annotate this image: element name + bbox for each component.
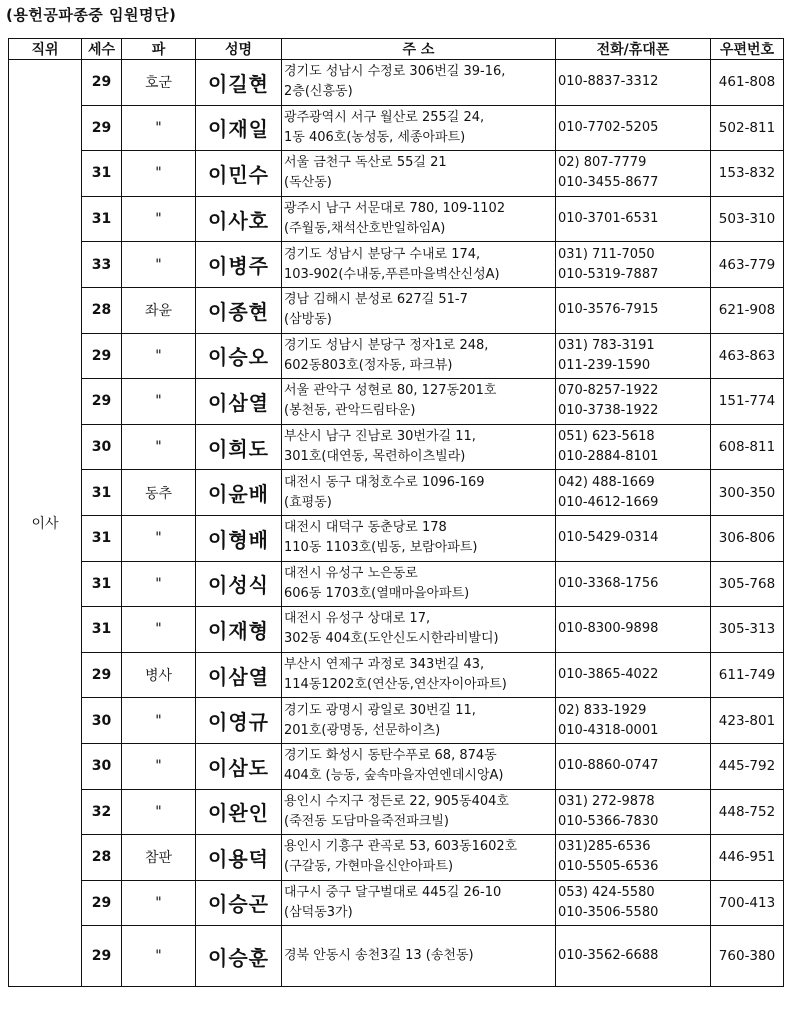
- zip-cell: 760-380: [711, 926, 784, 987]
- zip-cell: 153-832: [711, 151, 784, 197]
- address-line: 201호(광명동, 선문하이츠): [284, 722, 441, 738]
- header-branch: 파: [122, 39, 196, 60]
- branch-cell: 병사: [122, 652, 196, 698]
- address-line: (독산동): [284, 175, 332, 191]
- roster-body: [9, 60, 784, 987]
- branch-cell: ": [122, 196, 196, 242]
- generation-cell: 33: [82, 242, 122, 288]
- name-cell: 이영규: [196, 698, 282, 744]
- phone-cell: [556, 196, 711, 242]
- generation-cell: 29: [82, 926, 122, 987]
- phone-cell: [556, 698, 711, 744]
- table-row: [9, 607, 784, 653]
- generation-cell: 31: [82, 470, 122, 516]
- address-cell: [282, 333, 556, 379]
- address-line: 용인시 수지구 정든로 22, 905동404호: [284, 793, 509, 809]
- table-row: [9, 652, 784, 698]
- zip-cell: 608-811: [711, 424, 784, 470]
- zip-cell: 448-752: [711, 789, 784, 835]
- address-line: 302동 404호(도안신도시한라비발디): [284, 631, 499, 647]
- phone-line: 02) 833-1929: [558, 702, 647, 718]
- address-cell: [282, 196, 556, 242]
- address-line: (삼덕동3가): [284, 904, 353, 920]
- table-row: [9, 743, 784, 789]
- table-row: [9, 515, 784, 561]
- phone-cell: [556, 835, 711, 881]
- address-line: 1동 406호(농성동, 세종아파트): [284, 129, 466, 145]
- branch-cell: ": [122, 333, 196, 379]
- address-cell: [282, 424, 556, 470]
- phone-line: 010-3738-1922: [558, 403, 659, 419]
- phone-cell: [556, 880, 711, 926]
- name-cell: 이길현: [196, 60, 282, 106]
- address-cell: [282, 698, 556, 744]
- generation-cell: 30: [82, 424, 122, 470]
- phone-line: 070-8257-1922: [558, 383, 659, 399]
- name-cell: 이사호: [196, 196, 282, 242]
- address-line: 경기도 성남시 분당구 수내로 174,: [284, 246, 481, 262]
- phone-cell: [556, 789, 711, 835]
- zip-cell: 423-801: [711, 698, 784, 744]
- phone-cell: [556, 242, 711, 288]
- generation-cell: 31: [82, 561, 122, 607]
- phone-cell: [556, 151, 711, 197]
- address-cell: [282, 151, 556, 197]
- table-row: [9, 424, 784, 470]
- address-line: (죽전동 도담마을죽전파크빌): [284, 813, 449, 829]
- address-line: 부산시 연제구 과정로 343번길 43,: [284, 657, 485, 673]
- address-line: 서울 금천구 독산로 55길 21: [284, 155, 447, 171]
- address-cell: [282, 242, 556, 288]
- generation-cell: 31: [82, 515, 122, 561]
- address-line: 경기도 화성시 동탄수푸로 68, 874동: [284, 748, 497, 764]
- table-row: [9, 242, 784, 288]
- branch-cell: ": [122, 607, 196, 653]
- zip-cell: 306-806: [711, 515, 784, 561]
- phone-line: 031) 711-7050: [558, 246, 655, 262]
- phone-line: 010-2884-8101: [558, 449, 659, 465]
- generation-cell: 31: [82, 196, 122, 242]
- address-cell: [282, 607, 556, 653]
- address-line: 114동1202호(연산동,연산자이아파트): [284, 677, 507, 693]
- zip-cell: 151-774: [711, 379, 784, 425]
- header-row: [9, 39, 784, 60]
- address-line: (주월동,채석산호반일하임A): [284, 221, 446, 237]
- address-line: 대전시 동구 대청호수로 1096-169: [284, 474, 485, 490]
- phone-line: 010-8837-3312: [558, 74, 659, 90]
- phone-cell: [556, 926, 711, 987]
- address-line: (봉천동, 관악드림타운): [284, 403, 416, 419]
- table-row: [9, 196, 784, 242]
- name-cell: 이용덕: [196, 835, 282, 881]
- address-cell: [282, 470, 556, 516]
- phone-line: 02) 807-7779: [558, 155, 647, 171]
- address-cell: [282, 926, 556, 987]
- phone-cell: [556, 652, 711, 698]
- phone-line: 031)285-6536: [558, 839, 651, 855]
- table-row: [9, 60, 784, 106]
- name-cell: 이삼열: [196, 379, 282, 425]
- generation-cell: 30: [82, 698, 122, 744]
- generation-cell: 31: [82, 607, 122, 653]
- address-line: 경기도 성남시 분당구 정자1로 248,: [284, 337, 489, 353]
- phone-line: 010-3576-7915: [558, 302, 659, 318]
- address-line: 대구시 중구 달구벌대로 445길 26-10: [284, 884, 502, 900]
- name-cell: 이승훈: [196, 926, 282, 987]
- phone-cell: [556, 105, 711, 151]
- generation-cell: 31: [82, 151, 122, 197]
- address-line: 404호 (능동, 숲속마을자연엔데시앙A): [284, 768, 504, 784]
- phone-cell: [556, 287, 711, 333]
- branch-cell: ": [122, 926, 196, 987]
- phone-line: 010-4318-0001: [558, 722, 659, 738]
- address-line: 대전시 유성구 상대로 17,: [284, 611, 431, 627]
- generation-cell: 29: [82, 652, 122, 698]
- phone-line: 053) 424-5580: [558, 884, 655, 900]
- name-cell: 이삼도: [196, 743, 282, 789]
- table-row: [9, 151, 784, 197]
- table-row: [9, 287, 784, 333]
- table-row: [9, 379, 784, 425]
- name-cell: 이삼열: [196, 652, 282, 698]
- branch-cell: 좌윤: [122, 287, 196, 333]
- name-cell: 이완인: [196, 789, 282, 835]
- address-line: 광주광역시 서구 월산로 255길 24,: [284, 109, 485, 125]
- address-line: 2층(신흥동): [284, 84, 353, 100]
- phone-cell: [556, 60, 711, 106]
- zip-cell: 305-768: [711, 561, 784, 607]
- phone-line: 010-8300-9898: [558, 621, 659, 637]
- header-zip: 우편번호: [711, 39, 784, 60]
- address-line: 경남 김해시 분성로 627길 51-7: [284, 292, 468, 308]
- address-line: 경기도 성남시 수정로 306번길 39-16,: [284, 64, 506, 80]
- branch-cell: ": [122, 379, 196, 425]
- table-row: [9, 789, 784, 835]
- address-line: 경북 안동시 송천3길 13 (송천동): [284, 948, 474, 964]
- address-cell: [282, 652, 556, 698]
- phone-cell: [556, 743, 711, 789]
- table-row: [9, 880, 784, 926]
- header-position: 직위: [9, 39, 82, 60]
- address-cell: [282, 287, 556, 333]
- generation-cell: 29: [82, 880, 122, 926]
- name-cell: 이윤배: [196, 470, 282, 516]
- generation-cell: 28: [82, 835, 122, 881]
- table-row: [9, 561, 784, 607]
- phone-line: 010-5429-0314: [558, 530, 659, 546]
- zip-cell: 445-792: [711, 743, 784, 789]
- phone-line: 010-3455-8677: [558, 175, 659, 191]
- address-line: (삼방동): [284, 312, 332, 328]
- phone-line: 031) 783-3191: [558, 337, 655, 353]
- zip-cell: 463-863: [711, 333, 784, 379]
- header-generation: 세수: [82, 39, 122, 60]
- phone-line: 010-7702-5205: [558, 119, 659, 135]
- generation-cell: 32: [82, 789, 122, 835]
- address-line: 대전시 유성구 노은동로: [284, 565, 418, 581]
- zip-cell: 621-908: [711, 287, 784, 333]
- table-row: [9, 105, 784, 151]
- zip-cell: 502-811: [711, 105, 784, 151]
- branch-cell: 참판: [122, 835, 196, 881]
- phone-line: 010-5366-7830: [558, 813, 659, 829]
- address-cell: [282, 60, 556, 106]
- address-line: 부산시 남구 진남로 30번가길 11,: [284, 429, 476, 445]
- generation-cell: 30: [82, 743, 122, 789]
- name-cell: 이종현: [196, 287, 282, 333]
- generation-cell: 29: [82, 379, 122, 425]
- branch-cell: ": [122, 242, 196, 288]
- table-row: [9, 926, 784, 987]
- address-line: 103-902(수내동,푸른마을벽산신성A): [284, 266, 500, 282]
- phone-cell: [556, 470, 711, 516]
- generation-cell: 29: [82, 333, 122, 379]
- phone-cell: [556, 515, 711, 561]
- zip-cell: 611-749: [711, 652, 784, 698]
- header-phone: 전화/휴대폰: [556, 39, 711, 60]
- branch-cell: ": [122, 151, 196, 197]
- address-cell: [282, 515, 556, 561]
- address-line: (구갈동, 가현마을신안아파트): [284, 859, 454, 875]
- address-cell: [282, 880, 556, 926]
- officer-roster-table: [8, 38, 784, 987]
- address-line: 서울 관악구 성현로 80, 127동201호: [284, 383, 497, 399]
- page-title: (용헌공파종중 임원명단): [6, 6, 177, 24]
- phone-cell: [556, 424, 711, 470]
- address-line: 606동 1703호(열매마을아파트): [284, 585, 470, 601]
- zip-cell: 305-313: [711, 607, 784, 653]
- branch-cell: ": [122, 880, 196, 926]
- phone-line: 010-3865-4022: [558, 667, 659, 683]
- name-cell: 이승오: [196, 333, 282, 379]
- table-row: [9, 698, 784, 744]
- table-row: [9, 470, 784, 516]
- phone-cell: [556, 561, 711, 607]
- address-line: (효평동): [284, 494, 332, 510]
- branch-cell: ": [122, 789, 196, 835]
- header-address: 주 소: [282, 39, 556, 60]
- address-line: 광주시 남구 서문대로 780, 109-1102: [284, 201, 506, 217]
- phone-line: 010-3506-5580: [558, 904, 659, 920]
- branch-cell: ": [122, 561, 196, 607]
- phone-line: 010-3701-6531: [558, 211, 659, 227]
- phone-line: 010-5505-6536: [558, 859, 659, 875]
- name-cell: 이형배: [196, 515, 282, 561]
- name-cell: 이병주: [196, 242, 282, 288]
- phone-line: 010-8860-0747: [558, 758, 659, 774]
- phone-cell: [556, 379, 711, 425]
- name-cell: 이성식: [196, 561, 282, 607]
- name-cell: 이재일: [196, 105, 282, 151]
- address-line: 용인시 기흥구 관곡로 53, 603동1602호: [284, 839, 518, 855]
- zip-cell: 446-951: [711, 835, 784, 881]
- name-cell: 이승곤: [196, 880, 282, 926]
- branch-cell: ": [122, 424, 196, 470]
- generation-cell: 28: [82, 287, 122, 333]
- address-line: 301호(대연동, 목련하이츠빌라): [284, 449, 466, 465]
- name-cell: 이재형: [196, 607, 282, 653]
- zip-cell: 463-779: [711, 242, 784, 288]
- phone-line: 031) 272-9878: [558, 793, 655, 809]
- zip-cell: 503-310: [711, 196, 784, 242]
- address-line: 110동 1103호(빔동, 보람아파트): [284, 540, 478, 556]
- address-line: 대전시 대덕구 동춘당로 178: [284, 520, 447, 536]
- branch-cell: ": [122, 105, 196, 151]
- phone-line: 010-4612-1669: [558, 494, 659, 510]
- position-cell: 이사: [9, 60, 82, 987]
- address-line: 경기도 광명시 광일로 30번길 11,: [284, 702, 476, 718]
- address-cell: [282, 561, 556, 607]
- name-cell: 이민수: [196, 151, 282, 197]
- phone-line: 010-3368-1756: [558, 575, 659, 591]
- table-row: [9, 835, 784, 881]
- address-cell: [282, 835, 556, 881]
- address-cell: [282, 105, 556, 151]
- address-cell: [282, 789, 556, 835]
- phone-line: 011-239-1590: [558, 357, 651, 373]
- header-name: 성명: [196, 39, 282, 60]
- phone-line: 010-5319-7887: [558, 266, 659, 282]
- address-cell: [282, 379, 556, 425]
- phone-cell: [556, 333, 711, 379]
- address-line: 602동803호(정자동, 파크뷰): [284, 357, 453, 373]
- zip-cell: 300-350: [711, 470, 784, 516]
- generation-cell: 29: [82, 60, 122, 106]
- generation-cell: 29: [82, 105, 122, 151]
- address-cell: [282, 743, 556, 789]
- phone-line: 042) 488-1669: [558, 474, 655, 490]
- phone-line: 010-3562-6688: [558, 948, 659, 964]
- branch-cell: 호군: [122, 60, 196, 106]
- name-cell: 이희도: [196, 424, 282, 470]
- zip-cell: 700-413: [711, 880, 784, 926]
- branch-cell: ": [122, 743, 196, 789]
- zip-cell: 461-808: [711, 60, 784, 106]
- phone-cell: [556, 607, 711, 653]
- branch-cell: ": [122, 515, 196, 561]
- phone-line: 051) 623-5618: [558, 429, 655, 445]
- table-row: [9, 333, 784, 379]
- branch-cell: ": [122, 698, 196, 744]
- branch-cell: 동추: [122, 470, 196, 516]
